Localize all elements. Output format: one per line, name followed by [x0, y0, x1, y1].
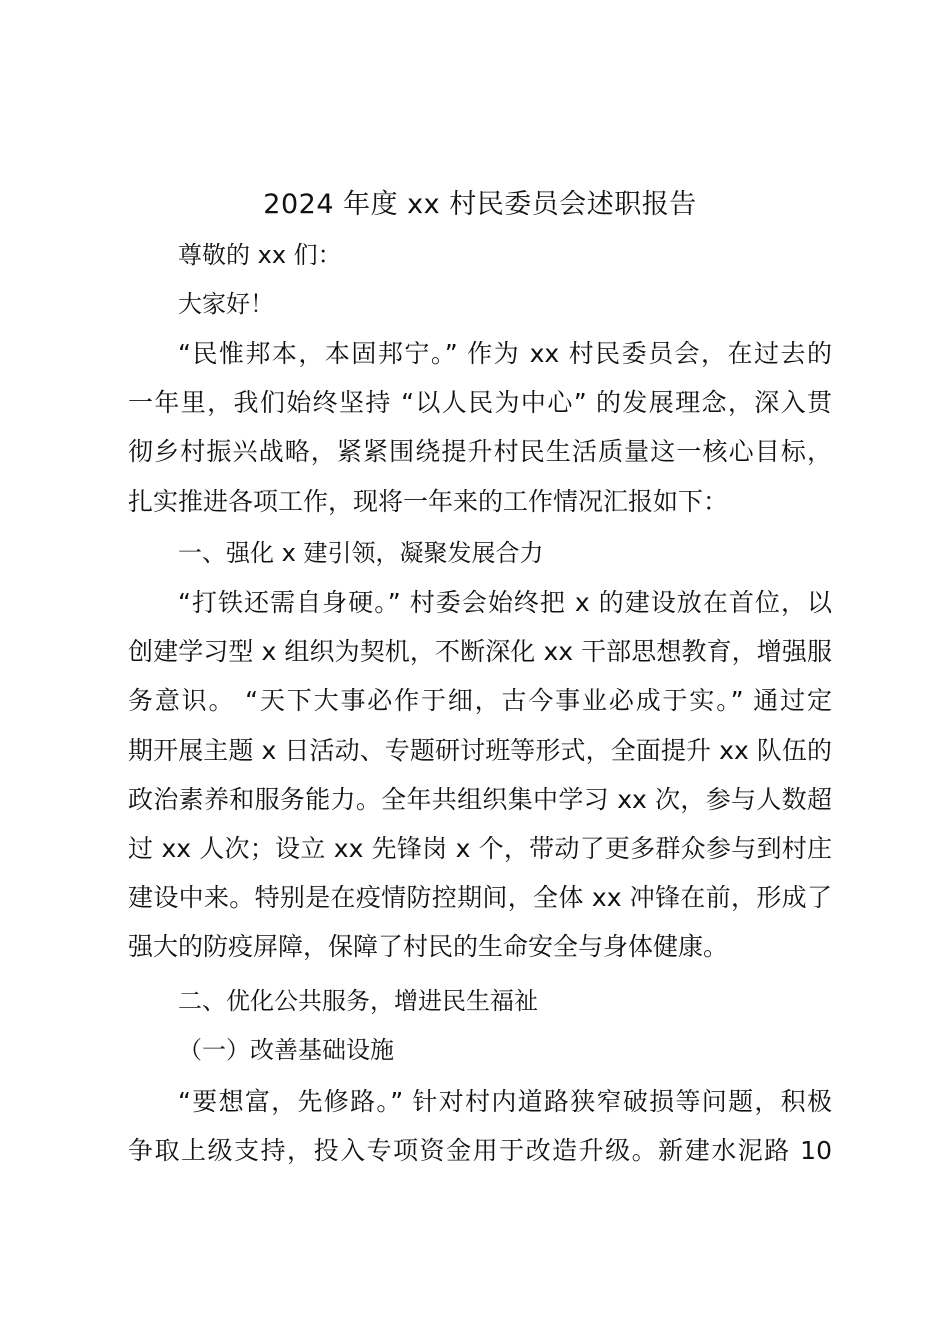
section-1-line: 创建学习型 x 组织为契机，不断深化 xx 干部思想教育，增强服: [128, 637, 832, 667]
section-1-heading: 一、强化 x 建引领，凝聚发展合力: [178, 539, 544, 567]
intro-line: “民惟邦本，本固邦宁。” 作为 xx 村民委员会，在过去的: [178, 339, 832, 368]
section-1-line: 政治素养和服务能力。全年共组织集中学习 xx 次，参与人数超: [128, 784, 832, 814]
intro-line: 一年里，我们始终坚持 “以人民为中心” 的发展理念，深入贯: [128, 388, 832, 418]
section-2-heading: 二、优化公共服务，增进民生福祉: [178, 987, 538, 1015]
greeting: 大家好！: [178, 290, 274, 318]
section-2-subheading: （一）改善基础设施: [178, 1036, 394, 1064]
intro-paragraph: [128, 329, 832, 526]
intro-line: 扎实推进各项工作，现将一年来的工作情况汇报如下：: [128, 486, 729, 516]
section-1-line: 强大的防疫屏障，保障了村民的生命安全与身体健康。: [128, 932, 729, 962]
intro-line: 彻乡村振兴战略，紧紧围绕提升村民生活质量这一核心目标，: [128, 437, 832, 467]
section-1-paragraph: [128, 578, 832, 972]
section-2-line: 争取上级支持，投入专项资金用于改造升级。新建水泥路 10: [128, 1136, 832, 1166]
document-title: 2024 年度 xx 村民委员会述职报告: [263, 189, 697, 220]
section-1-line: 期开展主题 x 日活动、专题研讨班等形式，全面提升 xx 队伍的: [128, 735, 832, 765]
section-2-line: “要想富，先修路。” 针对村内道路狭窄破损等问题，积极: [178, 1087, 832, 1116]
section-1-line: 建设中来。特别是在疫情防控期间，全体 xx 冲锋在前，形成了: [128, 883, 832, 913]
salutation: 尊敬的 xx 们：: [178, 241, 342, 269]
section-1-line: “打铁还需自身硬。” 村委会始终把 x 的建设放在首位，以: [178, 588, 832, 617]
section-2-paragraph: [128, 1077, 832, 1175]
section-1-line: 务意识。 “天下大事必作于细，古今事业必成于实。” 通过定: [128, 686, 832, 716]
section-1-line: 过 xx 人次；设立 xx 先锋岗 x 个，带动了更多群众参与到村庄: [128, 833, 832, 863]
